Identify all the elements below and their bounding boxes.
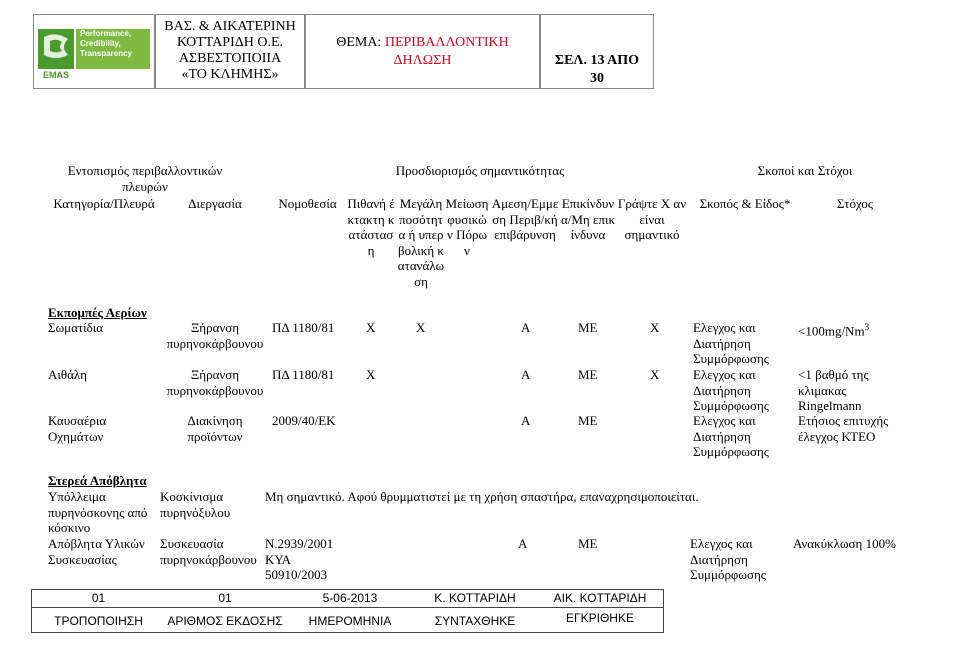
col-header-direct-indirect: Αμεση/Εμμεση Περιβ/κή επιβάρυνση <box>491 196 559 242</box>
cell-target <box>798 320 898 339</box>
footer-labels-row <box>31 607 664 633</box>
footer-date-value: 5-06-2013 <box>322 591 378 605</box>
cell-category: Υπόλλειμα πυρηνόσκονης από κόσκινο <box>48 489 148 535</box>
group-header-goals: Σκοποί και Στόχοι <box>757 163 853 178</box>
col-header-probable: Πιθανή έκτακτη κατάσταση <box>347 196 395 258</box>
header-subject-box <box>305 14 540 89</box>
cell-category: Αιθάλη <box>48 367 87 382</box>
cell-hazardous: ΜΕ <box>578 320 598 335</box>
cell-goal: Ελεγχος και Διατήρηση Συμμόρφωσης <box>693 413 769 459</box>
cell-hazardous: ΜΕ <box>578 536 598 551</box>
header-company-box <box>155 14 305 89</box>
footer-revision-label: ΤΡΟΠΟΠΟΙΗΣΗ <box>54 614 143 628</box>
footer-values-row <box>31 589 664 608</box>
page-line: ΣΕΛ. 13 ΑΠΟ <box>554 53 640 68</box>
page-number <box>541 15 653 88</box>
group-header-aspects: Εντοπισμός περιβαλλοντικών πλευρών <box>67 163 223 194</box>
cell-probable: Χ <box>366 367 376 382</box>
cell-legislation: ΠΔ 1180/81 <box>272 320 335 335</box>
cell-category: Απόβλητα Υλικών Συσκευασίας <box>48 536 145 567</box>
footer-approver-value: ΑΙΚ. ΚΟΤΤΑΡΙΔΗ <box>553 591 647 605</box>
cell-target: <1 βαθμό της κλιμακας Ringelmann <box>798 367 869 413</box>
cell-direct-indirect: Α <box>521 320 531 335</box>
target-unit-exponent: 3 <box>864 322 870 332</box>
cell-direct-indirect: Α <box>521 413 531 428</box>
company-line: ΒΑΣ. & ΑΙΚΑΤΕΡΙΝΗ <box>164 19 296 34</box>
cell-significant: Χ <box>650 367 660 382</box>
company-line: ΚΟΤΤΑΡΙΔΗ Ο.Ε. <box>176 35 284 50</box>
emas-label: EMAS <box>42 70 69 80</box>
col-header-large-quantity: Μεγάλη ποσότητα ή υπερβολική κατανάλωση <box>397 196 445 289</box>
footer-version-value: 01 <box>218 591 232 605</box>
cell-direct-indirect: Α <box>521 367 531 382</box>
col-header-legislation: Νομοθεσία <box>278 196 337 211</box>
header-page-box <box>540 14 654 89</box>
footer-revision-value: 01 <box>91 591 106 605</box>
company-name <box>156 15 304 83</box>
cell-target: Ετήσιος επιτυχής έλεγχος ΚΤΕΟ <box>798 413 889 444</box>
section-title-air-emissions: Εκπομπές Αερίων <box>48 305 147 320</box>
company-line: «ΤΟ ΚΛΗΜΗΣ» <box>181 67 279 82</box>
cell-activity: Ξήρανση πυρηνοκάρβουνου <box>166 367 264 398</box>
emas-logo <box>38 25 150 82</box>
logo-text-line: Transparency <box>80 49 133 58</box>
group-header-significance: Προσδιορισμός σημαντικότητας <box>395 163 565 178</box>
cell-legislation: ΠΔ 1180/81 <box>272 367 335 382</box>
footer-date-label: ΗΜΕΡΟΜΗΝΙΑ <box>308 614 392 628</box>
document-subject <box>306 15 539 70</box>
col-header-hazardous: Επικίνδυνα/Μη επικίνδυνα <box>560 196 616 242</box>
col-header-target: Στόχος <box>836 196 874 211</box>
col-header-significant: Γράψτε Χ αν είναι σημαντικό <box>617 196 687 242</box>
subject-prefix: ΘΕΜΑ: <box>336 35 385 50</box>
logo-text-line: Credibility, <box>80 39 121 48</box>
cell-target: Ανακύκλωση 100% <box>793 536 896 551</box>
cell-category: Σωματίδια <box>48 320 104 335</box>
footer-approver-label: ΕΓΚΡΙΘΗΚΕ <box>566 611 634 625</box>
col-header-activity: Διεργασία <box>188 196 242 211</box>
subject-title: ΠΕΡΙΒΑΛΛΟΝΤΙΚΗ <box>384 35 509 50</box>
footer-version-label: ΑΡΙΘΜΟΣ ΕΚΔΟΣΗΣ <box>167 614 283 628</box>
col-header-resource-reduction: Μείωση φυσικών Πόρων <box>445 196 489 258</box>
subject-title-line2: ΔΗΛΩΣΗ <box>393 53 452 68</box>
company-line: ΑΣΒΕΣΤΟΠΟΙΙΑ <box>178 51 282 66</box>
cell-probable: Χ <box>366 320 376 335</box>
cell-significant: Χ <box>650 320 660 335</box>
header-logo-box <box>33 14 155 89</box>
cell-large-quantity: Χ <box>416 320 426 335</box>
page-total: 30 <box>590 71 604 86</box>
cell-activity: Κοσκίνισμα πυρηνόξυλου <box>160 489 231 520</box>
cell-activity: Ξήρανση πυρηνοκάρβουνου <box>166 320 264 351</box>
cell-activity: Συσκευασία πυρηνοκάρβουνου <box>160 536 257 567</box>
cell-hazardous: ΜΕ <box>578 413 598 428</box>
section-title-solid-waste: Στερεά Απόβλητα <box>48 473 147 488</box>
emas-logo-text <box>80 29 150 59</box>
cell-goal: Ελεγχος και Διατήρηση Συμμόρφωσης <box>690 536 766 582</box>
footer-author-label: ΣΥΝΤΑΧΘΗΚΕ <box>434 614 516 628</box>
cell-goal: Ελεγχος και Διατήρηση Συμμόρφωσης <box>693 320 769 366</box>
cell-activity: Διακίνηση προϊόντων <box>187 413 243 444</box>
cell-direct-indirect: Α <box>518 536 528 551</box>
cell-legislation: 2009/40/ΕΚ <box>272 413 336 428</box>
col-header-category: Κατηγορία/Πλευρά <box>53 196 155 211</box>
cell-hazardous: ΜΕ <box>578 367 598 382</box>
cell-note: Μη σημαντικό. Αφού θρυμματιστεί με τη χρήση σπαστήρα, επαναχρησιμοποιείται. <box>265 489 699 504</box>
logo-text-line: Performance, <box>80 29 132 38</box>
col-header-goal: Σκοπός & Είδος* <box>699 196 791 211</box>
cell-category: Καυσαέρια Οχημάτων <box>48 413 107 444</box>
cell-legislation: Ν.2939/2001 ΚΥΑ 50910/2003 <box>265 536 334 582</box>
cell-goal: Ελεγχος και Διατήρηση Συμμόρφωσης <box>693 367 769 413</box>
footer-author-value: Κ. ΚΟΤΤΑΡΙΔΗ <box>434 591 516 605</box>
target-value: <100mg/Nm <box>798 323 865 339</box>
